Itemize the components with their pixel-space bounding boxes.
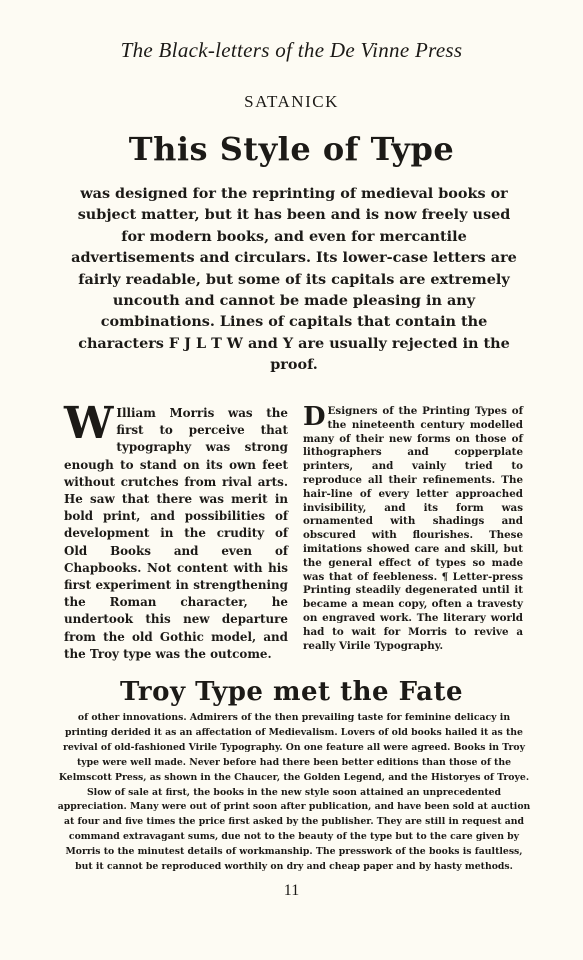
section-label: SATANICK xyxy=(244,92,339,111)
intro-paragraph xyxy=(64,183,524,376)
second-title: Troy Type met the Fate xyxy=(119,677,464,707)
closing-paragraph xyxy=(56,711,532,875)
running-head: The Black-letters of the De Vinne Press xyxy=(120,38,463,62)
closing-text: of other innovations. Admirers of the then prevailing taste for feminine delicacy in printing derided it as an affectation of Medievalism. Lovers of old books hailed it as the revival of old-fashioned Virile Typography. On one feature all were agreed. Books in Troy type were well made. Never before had there been better editions than those of the Kelmscott Press, as shown in the Chaucer, the Golden Legend, and the Historyes of Troye. Slow of sale at first, the books in the new style soon attained an unprecedented appreciation. Many were out of print soon after publication, and have been sold at auction at four and five times the price first asked by the publisher. They are still in request and command extravagant sums, due not to the beauty of the type but to the care given by Morris to the minutest details of workmanship. The presswork of the books is faultless, but it cannot be reproduced worthily on dry and cheap paper and by hasty methods. xyxy=(57,712,531,873)
main-title: This Style of Type xyxy=(128,130,455,168)
left-dropcap: W xyxy=(64,398,114,449)
intro-text: was designed for the reprinting of medieval books or subject matter, but it has been and is now freely used for modern books, and even for mercantile advertisements and circulars. Its lower-case letters are fairly readable, but some of its capitals are extremely uncouth and cannot be made pleasing in any combinations. Lines of capitals that contain the characters F J L T W and Y are usually rejected in the proof. xyxy=(71,185,517,374)
page-number: 11 xyxy=(283,882,300,899)
left-column xyxy=(64,398,288,663)
right-column-text: Esigners of the Printing Types of the nineteenth century modelled many of their new forms on those of lithographers and copperplate printers, and vainly tried to reproduce all their refinements. The hair-line of every letter approached invisibility, and its form was ornamented with shadings and obscured with flourishes. These imitations showed care and skill, but the general effect of types so made was that of feebleness. ¶ Letter-press Printing steadily degenerated until it became a mean copy, often a travesty on engraved work. The literary world had to wait for Morris to revive a really Virile Typography. xyxy=(303,405,523,652)
right-column xyxy=(303,402,523,653)
right-dropcap: D xyxy=(303,402,326,432)
left-column-text: Illiam Morris was the first to perceive that typography was strong enough to stand on its own feet without crutches from rival arts. He saw that there was merit in bold print, and possibilities of development in the crudity of Old Books and even of Chapbooks. Not content with his first experiment in strengthening the Roman character, he undertook this new departure from the old Gothic model, and the Troy type was the outcome. xyxy=(64,406,288,661)
